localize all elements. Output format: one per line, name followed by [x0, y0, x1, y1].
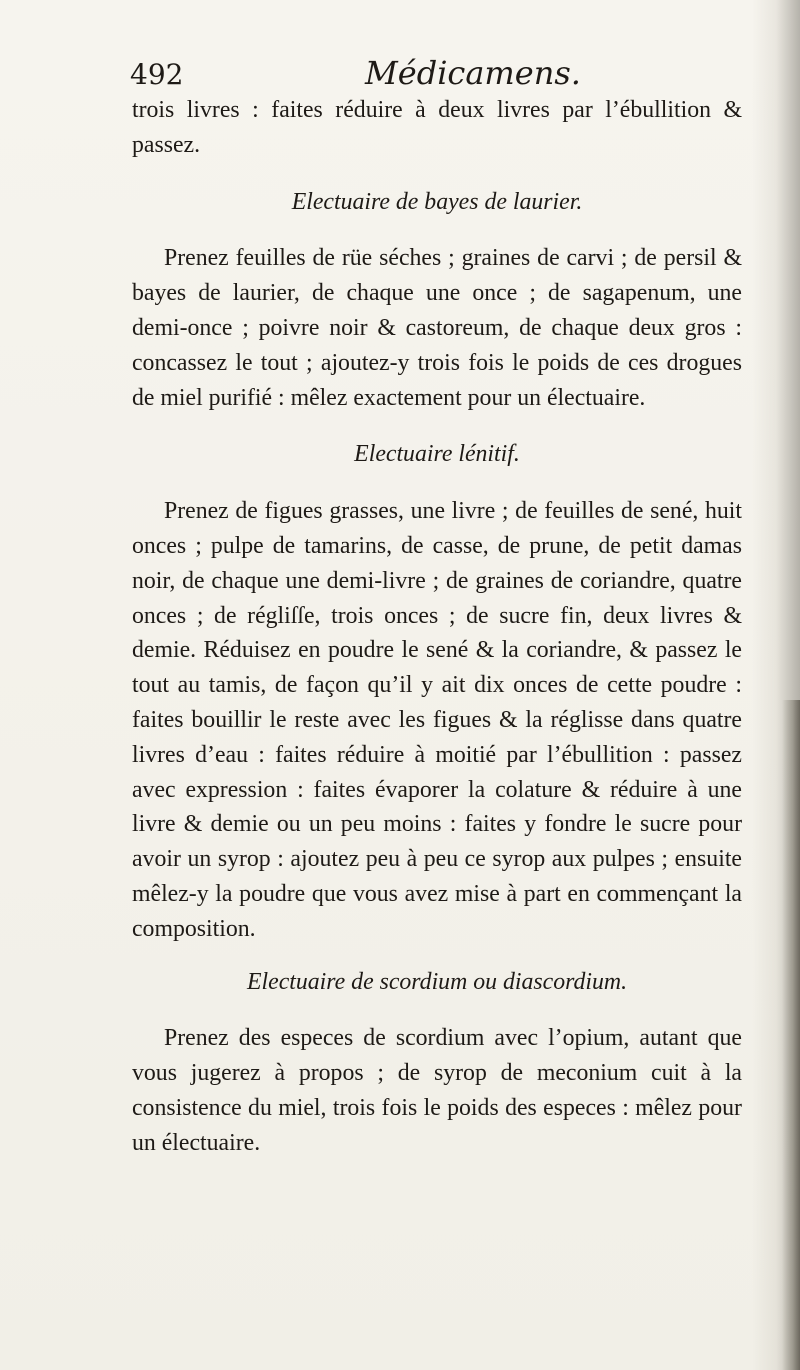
section-heading: Electuaire de bayes de laurier.	[291, 188, 583, 215]
paragraph: Prenez des especes de scordium avec l’opium, autant que vous jugerez à propos ; de syrop de meconium cuit à la consistence du miel, trois fois le poids des especes : mêlez pour un électuaire.	[132, 1025, 742, 1156]
continued-paragraph: trois livres : faites réduire à deux livres par l’ébullition & passez.	[132, 97, 742, 158]
page-edge-shadow	[782, 700, 800, 1370]
section-heading: Electuaire de scordium ou diascordium.	[246, 968, 628, 995]
paragraph: Prenez feuilles de rüe séches ; graines de carvi ; de persil & bayes de laurier, de chaque une once ; de sagapenum, une demi-once ; poivre noir & castoreum, de chaque deux gros : concassez le tout ; ajoutez-y trois fois le poids de ces drogues de miel purifié : mêlez exactement pour un électuaire.	[132, 245, 742, 411]
section-heading: Electuaire lénitif.	[354, 441, 520, 468]
page-header	[130, 54, 730, 94]
page-number: 492	[130, 58, 184, 91]
paragraph: Prenez de figues grasses, une livre ; de feuilles de sené, huit onces ; pulpe de tamarins, de casse, de prune, de petit damas noir, de chaque une demi-livre ; de graines de coriandre, quatre onces ; de régliſſe, trois onces ; de sucre fin, deux livres & demie. Réduisez en poudre le sené & la coriandre, & passez le tout au tamis, de façon qu’il y ait dix onces de cette poudre : faites bouillir le reste avec les figues & la réglisse dans quatre livres d’eau : faites réduire à moitié par l’ébullition : passez avec expression : faites évaporer la colature & réduire à une livre & demie ou un peu moins : faites y fondre le sucre pour avoir un syrop : ajoutez peu à peu ce syrop aux pulpes ; ensuite mêlez-y la poudre que vous avez mise à part en commençant la composition.	[132, 498, 742, 942]
running-head: Médicamens.	[365, 54, 581, 92]
page-body	[132, 93, 742, 1161]
